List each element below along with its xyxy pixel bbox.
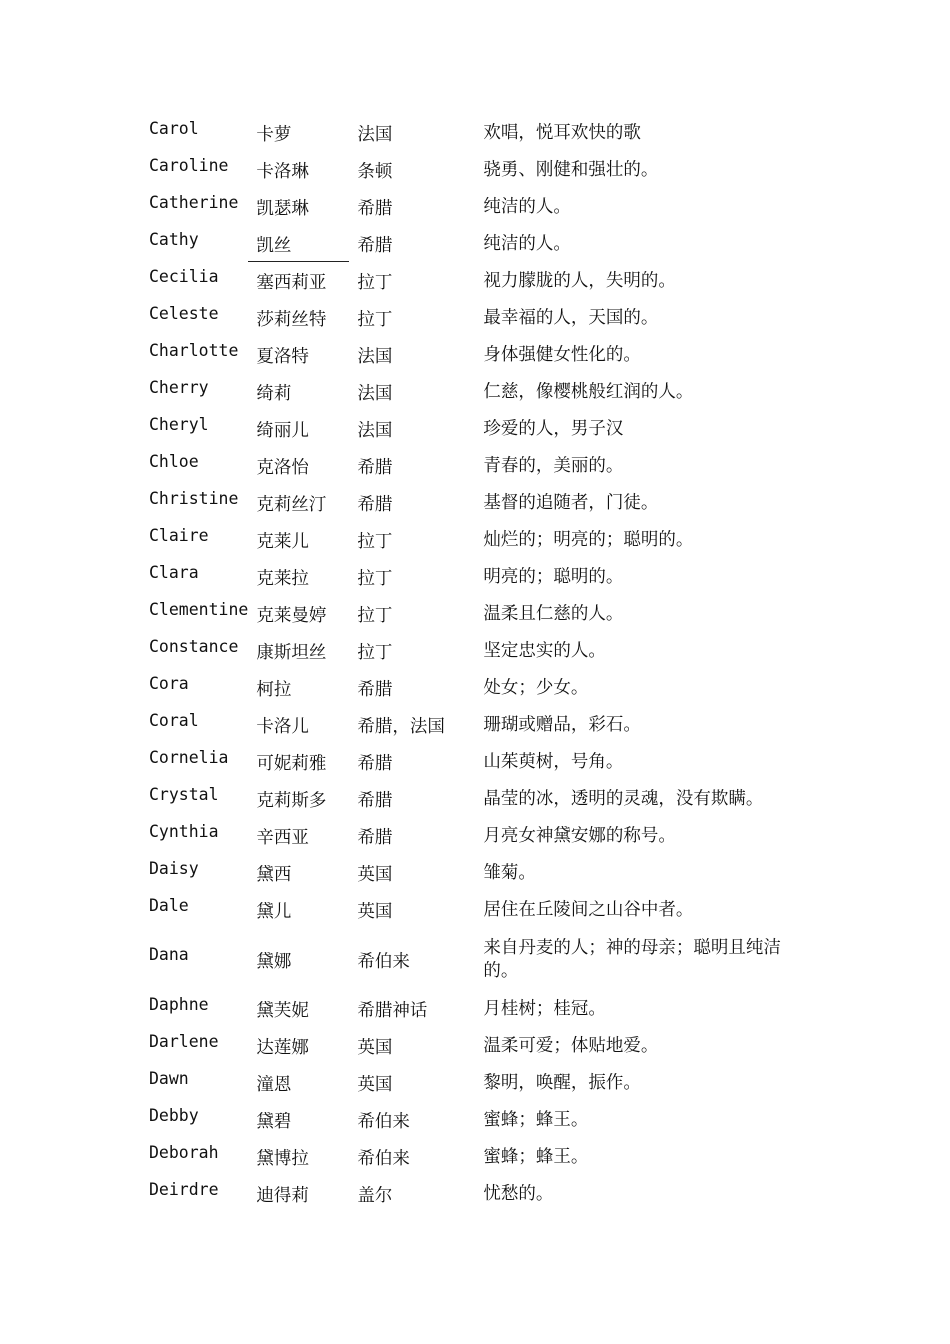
chinese-name-cell: 克洛怡	[256, 458, 309, 478]
meaning-cell: 视力朦胧的人，失明的。	[483, 271, 676, 291]
english-name-cell: Celeste	[149, 303, 219, 323]
origin-cell: 英国	[357, 902, 393, 922]
meaning-cell: 基督的追随者，门徒。	[483, 493, 659, 513]
english-name-cell: Clementine	[149, 599, 249, 619]
meaning-cell: 骁勇、刚健和强壮的。	[483, 160, 659, 180]
english-name-cell: Cheryl	[149, 414, 209, 434]
origin-cell: 希腊	[357, 828, 393, 848]
chinese-name-cell: 凯丝	[256, 235, 292, 256]
table-row	[143, 372, 801, 409]
table-row	[143, 1026, 801, 1063]
origin-cell: 拉丁	[357, 532, 393, 552]
chinese-name-cell: 潼恩	[256, 1075, 292, 1095]
english-name-cell: Claire	[149, 525, 209, 545]
meaning-cell: 晶莹的冰，透明的灵魂，没有欺瞒。	[483, 789, 764, 809]
chinese-name-cell: 克莱拉	[256, 569, 309, 589]
meaning-cell: 欢唱，悦耳欢快的歌	[483, 123, 641, 143]
english-name-cell: Clara	[149, 562, 199, 582]
table-row	[143, 927, 801, 989]
english-name-cell: Crystal	[149, 784, 219, 804]
meaning-cell: 最幸福的人，天国的。	[483, 308, 659, 328]
chinese-name-cell: 卡洛琳	[256, 162, 309, 182]
origin-cell: 拉丁	[357, 273, 393, 293]
table-row	[143, 187, 801, 224]
chinese-name-cell: 柯拉	[256, 680, 292, 700]
meaning-cell: 来自丹麦的人；神的母亲；聪明且纯洁的。	[483, 938, 781, 981]
chinese-name-cell: 克莉丝汀	[256, 495, 327, 515]
english-name-cell: Charlotte	[149, 340, 239, 360]
table-row	[143, 779, 801, 816]
origin-cell: 拉丁	[357, 606, 393, 626]
meaning-cell: 纯洁的人。	[483, 234, 571, 254]
table-row	[143, 409, 801, 446]
origin-cell: 英国	[357, 865, 393, 885]
names-table-body	[143, 113, 801, 1211]
english-name-cell: Chloe	[149, 451, 199, 471]
table-row	[143, 705, 801, 742]
meaning-cell: 仁慈，像樱桃般红润的人。	[483, 382, 694, 402]
table-row	[143, 1063, 801, 1100]
meaning-cell: 月桂树；桂冠。	[483, 999, 606, 1019]
english-name-cell: Caroline	[149, 155, 229, 175]
origin-cell: 希腊	[357, 791, 393, 811]
chinese-name-cell: 康斯坦丝	[256, 643, 327, 663]
english-name-cell: Dawn	[149, 1068, 189, 1088]
meaning-cell: 居住在丘陵间之山谷中者。	[483, 900, 694, 920]
english-name-cell: Debby	[149, 1105, 199, 1125]
table-row	[143, 557, 801, 594]
meaning-cell: 身体强健女性化的。	[483, 345, 641, 365]
origin-cell: 希腊	[357, 236, 393, 256]
table-row	[143, 853, 801, 890]
chinese-name-cell: 卡萝	[256, 125, 292, 145]
chinese-name-cell: 莎莉丝特	[256, 310, 327, 330]
table-row	[143, 224, 801, 261]
table-row	[143, 335, 801, 372]
meaning-cell: 温柔可爱；体贴地爱。	[483, 1036, 659, 1056]
origin-cell: 条顿	[357, 162, 393, 182]
meaning-cell: 明亮的；聪明的。	[483, 567, 624, 587]
meaning-cell: 处女；少女。	[483, 678, 589, 698]
table-row	[143, 594, 801, 631]
origin-cell: 希伯来	[357, 951, 410, 972]
english-name-cell: Daphne	[149, 994, 209, 1014]
meaning-cell: 青春的，美丽的。	[483, 456, 624, 476]
origin-cell: 希腊	[357, 495, 393, 515]
origin-cell: 希伯来	[357, 1149, 410, 1169]
meaning-cell: 坚定忠实的人。	[483, 641, 606, 661]
names-table	[143, 113, 801, 1211]
origin-cell: 拉丁	[357, 310, 393, 330]
meaning-cell: 蜜蜂；蜂王。	[483, 1147, 589, 1167]
table-row	[143, 1174, 801, 1211]
english-name-cell: Dana	[149, 945, 189, 964]
english-name-cell: Cathy	[149, 229, 199, 249]
table-row	[143, 298, 801, 335]
chinese-name-cell: 黛碧	[256, 1112, 292, 1132]
table-row	[143, 668, 801, 705]
meaning-cell: 忧愁的。	[483, 1184, 554, 1204]
english-name-cell: Cecilia	[149, 266, 219, 286]
origin-cell: 希腊	[357, 199, 393, 219]
english-name-cell: Deirdre	[149, 1179, 219, 1199]
table-row	[143, 150, 801, 187]
meaning-cell: 山茱萸树，号角。	[483, 752, 624, 772]
origin-cell: 希腊	[357, 680, 393, 700]
table-row	[143, 890, 801, 927]
chinese-name-cell: 黛娜	[256, 951, 292, 972]
chinese-name-cell: 可妮莉雅	[256, 754, 327, 774]
meaning-cell: 纯洁的人。	[483, 197, 571, 217]
chinese-name-cell: 克莱儿	[256, 532, 309, 552]
chinese-name-cell: 黛博拉	[256, 1149, 309, 1169]
chinese-name-cell: 辛西亚	[256, 828, 309, 848]
origin-cell: 英国	[357, 1038, 393, 1058]
chinese-name-cell: 塞西莉亚	[248, 261, 349, 298]
english-name-cell: Coral	[149, 710, 199, 730]
chinese-name-cell: 黛西	[256, 865, 292, 885]
chinese-name-cell: 绮莉	[256, 384, 292, 404]
english-name-cell: Constance	[149, 636, 239, 656]
chinese-name-cell: 迪得莉	[256, 1186, 309, 1206]
origin-cell: 英国	[357, 1075, 393, 1095]
table-row	[143, 1137, 801, 1174]
origin-cell: 希腊，法国	[357, 717, 445, 737]
table-row	[143, 816, 801, 853]
origin-cell: 法国	[357, 125, 393, 145]
table-row	[143, 261, 801, 298]
meaning-cell: 珊瑚或赠品，彩石。	[483, 715, 641, 735]
chinese-name-cell: 黛儿	[256, 902, 292, 922]
chinese-name-cell: 绮丽儿	[256, 421, 309, 441]
english-name-cell: Daisy	[149, 858, 199, 878]
table-row	[143, 1100, 801, 1137]
table-row	[143, 989, 801, 1026]
meaning-cell: 雏菊。	[483, 863, 536, 883]
origin-cell: 希腊	[357, 754, 393, 774]
meaning-cell: 珍爱的人，男子汉	[483, 419, 624, 439]
chinese-name-cell: 黛芙妮	[256, 1001, 309, 1021]
table-row	[143, 520, 801, 557]
origin-cell: 希腊	[357, 458, 393, 478]
meaning-cell: 月亮女神黛安娜的称号。	[483, 826, 676, 846]
meaning-cell: 温柔且仁慈的人。	[483, 604, 624, 624]
english-name-cell: Dale	[149, 895, 189, 915]
table-row	[143, 483, 801, 520]
english-name-cell: Carol	[149, 118, 199, 138]
chinese-name-cell: 卡洛儿	[256, 717, 309, 737]
origin-cell: 法国	[357, 421, 393, 441]
english-name-cell: Darlene	[149, 1031, 219, 1051]
origin-cell: 法国	[357, 347, 393, 367]
chinese-name-cell: 凯瑟琳	[256, 199, 309, 219]
english-name-cell: Catherine	[149, 192, 239, 212]
meaning-cell: 蜜蜂；蜂王。	[483, 1110, 589, 1130]
table-row	[143, 742, 801, 779]
origin-cell: 拉丁	[357, 643, 393, 663]
english-name-cell: Cora	[149, 673, 189, 693]
origin-cell: 法国	[357, 384, 393, 404]
chinese-name-cell: 夏洛特	[256, 347, 309, 367]
table-row	[143, 631, 801, 668]
origin-cell: 拉丁	[357, 569, 393, 589]
chinese-name-cell: 克莉斯多	[256, 791, 327, 811]
english-name-cell: Cynthia	[149, 821, 219, 841]
origin-cell: 希腊神话	[357, 1001, 428, 1021]
origin-cell: 希伯来	[357, 1112, 410, 1132]
chinese-name-cell: 克莱曼婷	[256, 606, 327, 626]
chinese-name-cell: 达莲娜	[256, 1038, 309, 1058]
english-name-cell: Deborah	[149, 1142, 219, 1162]
table-row	[143, 113, 801, 150]
english-name-cell: Christine	[149, 488, 239, 508]
english-name-cell: Cornelia	[149, 747, 229, 767]
table-row	[143, 446, 801, 483]
meaning-cell: 灿烂的；明亮的；聪明的。	[483, 530, 694, 550]
origin-cell: 盖尔	[357, 1186, 393, 1206]
english-name-cell: Cherry	[149, 377, 209, 397]
meaning-cell: 黎明，唤醒，振作。	[483, 1073, 641, 1093]
